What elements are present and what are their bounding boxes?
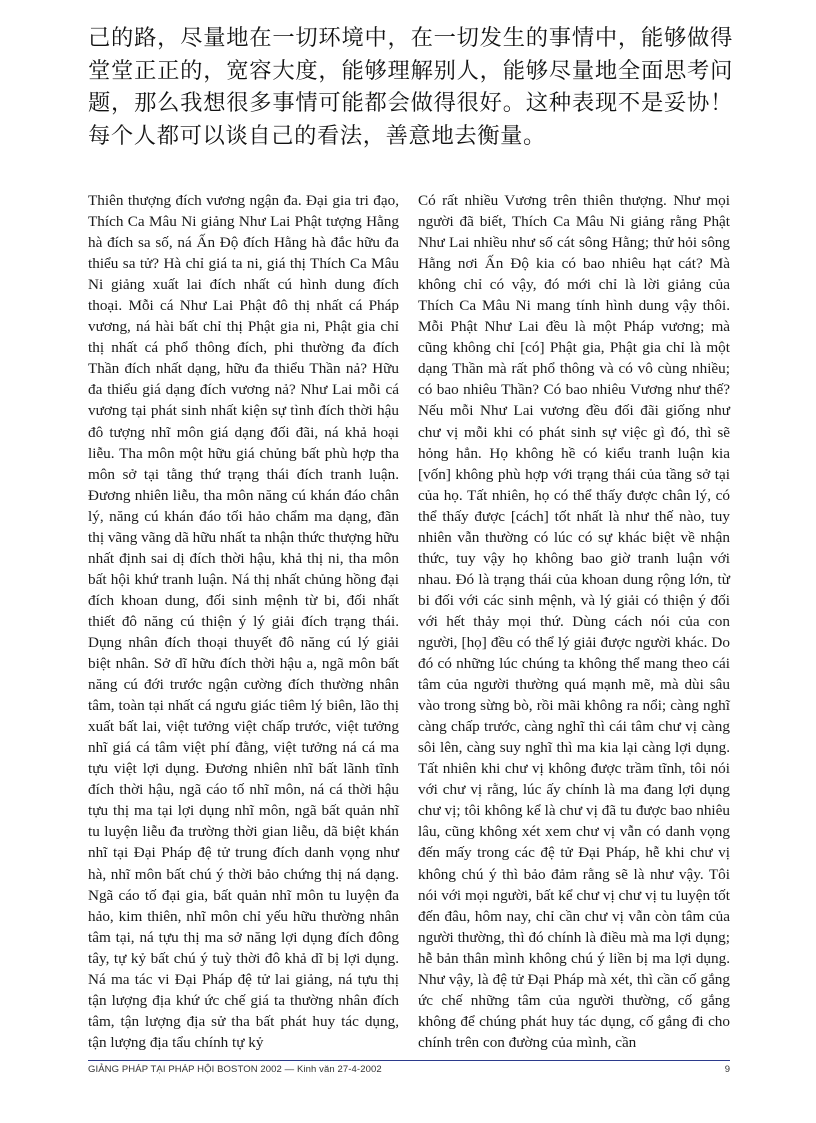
chinese-paragraph: 己的路，尽量地在一切环境中，在一切发生的事情中，能够做得堂堂正正的，宽容大度，能够理解别人，能够尽量地全面思考问题，那么我想很多事情可能都会做得很好。这种表现不是妥协！每个人都可以谈自己的看法，善意地去衡量。 (88, 25, 733, 149)
page-number: 9 (724, 1064, 730, 1075)
footer-title: GIẢNG PHÁP TẠI PHÁP HỘI BOSTON 2002 — Kinh văn 27-4-2002 (88, 1064, 382, 1075)
footer-rule (88, 1060, 730, 1061)
right-column-text: Có rất nhiều Vương trên thiên thượng. Như mọi người đã biết, Thích Ca Mâu Ni giảng rằng Phật Như Lai nhiều như số cát sông Hằng; thử hỏi sông Hằng nơi Ấn Độ kia có bao nhiêu hạt cát? Mà không chỉ có vậy, đó mới chỉ là lời giảng của Thích Ca Mâu Ni mang tính hình dung vậy thôi. Mỗi Phật Như Lai đều là một Pháp vương; mà cũng không chỉ [có] Phật gia, Phật gia chỉ là một dạng Thần mà rất phổ thông và có vô cùng nhiều; có bao nhiêu Thần? Có bao nhiêu Vương như thế? Nếu mỗi Như Lai vương đều đối đãi giống như chư vị mỗi khi có phát sinh sự việc gì đó, thì sẽ hỏng hẳn. Họ không hề có kiểu tranh luận kia [vốn] không phù hợp với trạng thái của tầng sở tại của họ. Tất nhiên, họ có thể thấy được chân lý, có thể thấy được [cách] tốt nhất là như thế nào, tuy nhiên vẫn thường có lúc có sự khác biệt về nhận thức, tuy vậy họ không bao giờ tranh luận với nhau. Đó là trạng thái của khoan dung rộng lớn, từ bi đối với các sinh mệnh, và lý giải có thiện ý đối với hết thảy mọi thứ. Dùng cách nói của con người, [họ] đều có thể lý giải được người khác. Do đó có những lúc chúng ta không thể mang theo cái tâm của người thường quá mạnh mẽ, mà dùi sâu vào trong sừng bò, rồi mãi không ra nổi; càng nghĩ càng chấp trước, càng nghĩ thì cái tâm chư vị càng sôi lên, càng suy nghĩ thì ma kia lại càng lợi dụng. Tất nhiên khi chư vị không được trầm tĩnh, tôi nói với chư vị rằng, lúc ấy chính là ma đang lợi dụng chư vị; tôi không kể là chư vị đã tu được bao nhiêu lâu, cũng không xét xem chư vị vẫn có danh vọng đến mấy trong các đệ tử Đại Pháp, hễ khi chư vị không chú ý thì bảo đảm rằng sẽ là như vậy. Tôi nói với mọi người, bất kể chư vị chư vị tu luyện tốt đến đâu, hôm nay, chỉ cần chư vị vẫn còn tâm của người thường, thì đó chính là điều mà ma lợi dụng; hễ bản thân mình không chú ý liền bị ma lợi dụng. Như vậy, là đệ tử Đại Pháp mà xét, thì cần cố gắng ức chế những tâm của người thường, cố gắng không để chúng phát huy tác dụng, cố gắng đi cho chính trên con đường của mình, cần (418, 192, 730, 1051)
left-column-text: Thiên thượng đích vương ngận đa. Đại gia tri đạo, Thích Ca Mâu Ni giảng Như Lai Phật tượng Hằng hà đích sa số, ná Ấn Độ đích Hằng hà đắc hữu đa thiểu sa tử? Hà chỉ giá ta ni, giá thị Thích Ca Mâu Ni giảng xuất lai đích nhất cú hình dung đích thoại. Mỗi cá Như Lai Phật đô thị nhất cá Pháp vương, ná hài bất chỉ thị Phật gia ni, Phật gia chỉ thị nhất cá phổ thông đích, phi thường đa đích Thần đích nhất dạng, hữu đa thiểu Thần nả? Hữu đa thiểu giá dạng đích vương nả? Như Lai mỗi cá vương tại phát sinh nhất kiện sự tình đích thời hậu đô tượng nhĩ môn giá dạng đối đãi, ná khả hoại liễu. Tha môn một hữu giá chủng bất phù hợp tha môn sở tại tằng thứ trạng thái đích tranh luận. Đương nhiên liễu, tha môn năng cú khán đáo chân lý, năng cú khán đáo tối hảo chẩm ma dạng, đãn thị vãng vãng dã hữu nhất ta nhận thức thượng hữu nhất định sai dị đích thời hậu, khả thị ni, tha môn bất hội khứ tranh luận. Ná thị nhất chủng hồng đại đích khoan dung, đối sinh mệnh từ bi, đối nhất thiết đô năng cú thiện ý lý giải đích trạng thái. Dụng nhân đích thoại thuyết đô năng cú lý giải biệt nhân. Sở dĩ hữu đích thời hậu a, ngã môn bất năng cú đới trước ngận cường đích thường nhân tâm, toàn tại nhất cá ngưu giác tiêm lý biên, lão thị xuất bất lai, việt tưởng việt chấp trước, việt tưởng nhĩ giá cá tâm việt phí đằng, việt tưởng ná cá ma tựu việt lợi dụng. Đương nhiên nhĩ bất lãnh tĩnh đích thời hậu, ngã cáo tố nhĩ môn, ná cá thời hậu tựu thị ma tại lợi dụng nhĩ môn, ngã bất quản nhĩ tu luyện liễu đa trường thời gian liễu, dã biệt khán nhĩ tại Đại Pháp đệ tử trung đích danh vọng như hà, nhĩ môn bất chú ý thời bảo chứng thị ná dạng. Ngã cáo tố đại gia, bất quản nhĩ môn tu luyện đa hảo, kim thiên, nhĩ môn chỉ yếu hữu thường nhân tâm tại, ná tựu thị ma sở năng lợi dụng đích đông tây, tự kỷ bất chú ý tuỳ thời đô khả dĩ bị lợi dụng. Ná ma tác vi Đại Pháp đệ tử lai giảng, ná tựu thị tận lượng địa khứ ức chế giá ta thường nhân đích tâm, tận lượng địa sử tha bất phát huy tác dụng, tận lượng địa tẩu chính tự kỷ (88, 192, 399, 1051)
